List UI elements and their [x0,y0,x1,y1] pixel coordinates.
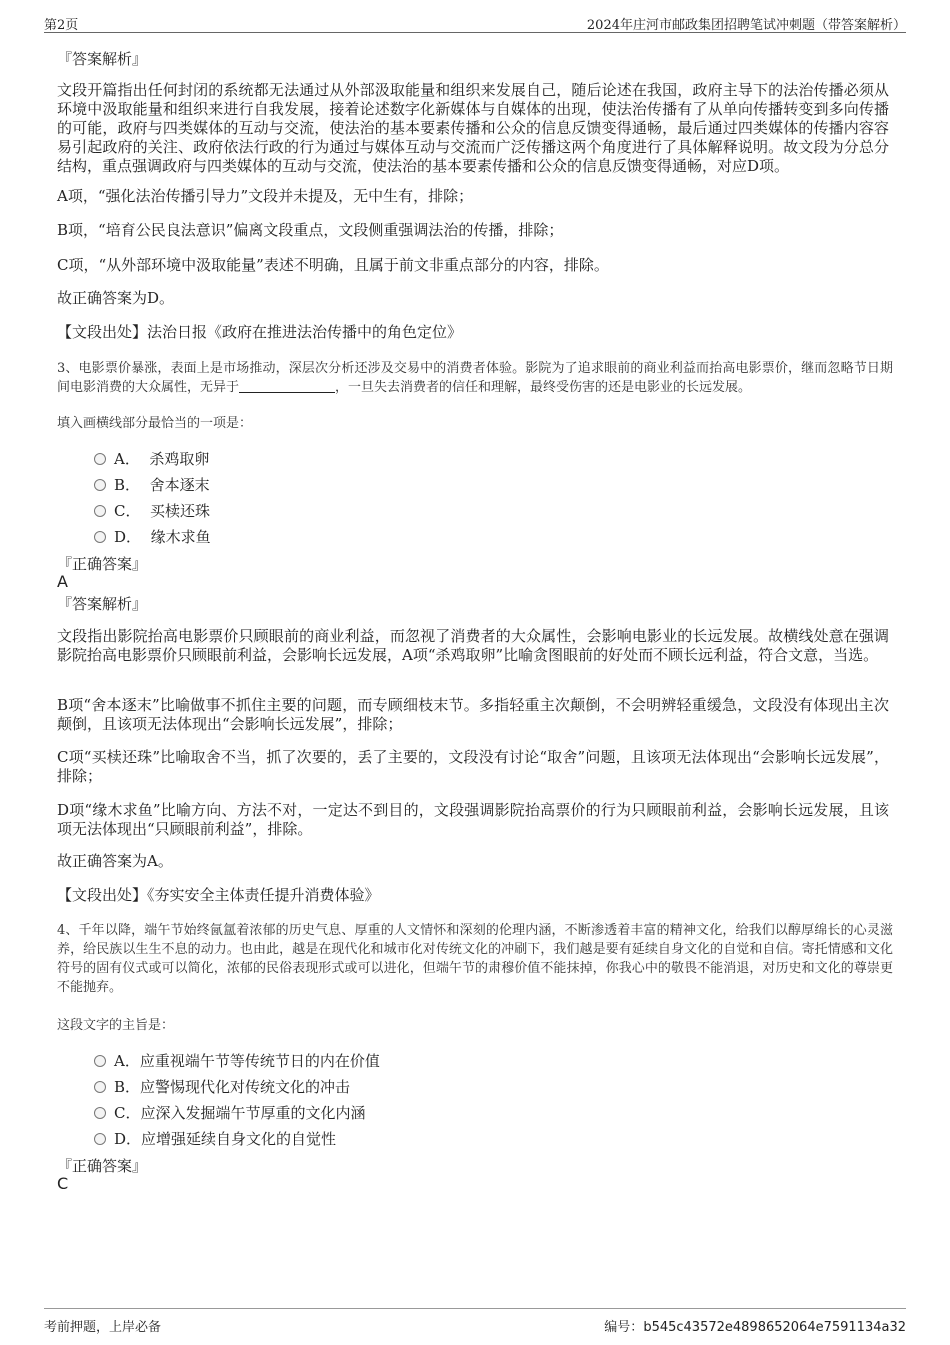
page-number: 第2页 [44,18,79,33]
radio-icon[interactable] [94,1107,106,1119]
q2-analysis-para-c: C项，“从外部环境中汲取能量”表述不明确，且属于前文非重点部分的内容，排除。 [57,256,609,274]
q4-correct-answer: C [57,1174,69,1193]
q3-analysis-label: 『答案解析』 [57,595,148,613]
q4-prompt: 这段文字的主旨是： [57,1018,175,1033]
q4-stem: 4、千年以降，端午节始终氤氲着浓郁的历史气息、厚重的人文情怀和深刻的伦理内涵，不断渗透着丰富的精神文化，给我们以醇厚绵长的心灵滋养，给民族以生生不息的动力。也由此，越是在现代化和城市化对传统文化的冲刷下，我们越是要有延续自身文化的自觉和自信。寄托情感和文化符号的固有仪式或可以简化，浓郁的民俗表现形式或可以进化，但端午节的肃穆价值不能抹掉，你我心中的敬畏不能消退，对历史和文化的尊崇更不能抛弃。 [57,923,893,995]
q4-option-c[interactable]: C．应深入发掘端午节厚重的文化内涵 [94,1102,366,1122]
q2-source: 【文段出处】法治日报《政府在推进法治传播中的角色定位》 [57,323,463,341]
footer-slogan: 考前押题，上岸必备 [44,1320,162,1335]
q3-source: 【文段出处】《夯实安全主体责任提升消费体验》 [57,886,380,904]
q4-correct-label: 『正确答案』 [57,1157,148,1175]
q3-prompt: 填入画横线部分最恰当的一项是： [57,416,253,431]
document-title: 2024年庄河市邮政集团招聘笔试冲刺题（带答案解析） [586,18,906,33]
radio-icon[interactable] [94,1055,106,1067]
radio-icon[interactable] [94,531,106,543]
q4-option-a[interactable]: A．应重视端午节等传统节日的内在价值 [94,1050,380,1070]
q2-answer-line: 故正确答案为D。 [57,289,175,307]
q3-answer-line: 故正确答案为A。 [57,852,173,870]
q3-correct-answer: A [57,572,68,591]
q2-analysis-para-b: B项，“培育公民良法意识”偏离文段重点，文段侧重强调法治的传播，排除； [57,221,564,239]
q3-analysis-para-b: B项“舍本逐末”比喻做事不抓住主要的问题，而专顾细枝末节。多指轻重主次颠倒，不会明辨轻重缓急，文段没有体现出主次颠倒，且该项无法体现出“会影响长远发展”，排除； [57,696,889,733]
radio-icon[interactable] [94,479,106,491]
page-header [44,12,906,33]
q3-analysis-para-1: 文段指出影院抬高电影票价只顾眼前的商业利益，而忽视了消费者的大众属性，会影响电影业的长远发展。故横线处意在强调影院抬高电影票价只顾眼前利益，会影响长远发展，A项“杀鸡取卵”比喻贪图眼前的好处而不顾长远利益，符合文意，当选。 [57,627,889,664]
document-code: 编号：b545c43572e4898652064e7591134a32 [604,1320,906,1335]
q2-analysis-para-a: A项，“强化法治传播引导力”文段并未提及，无中生有，排除； [57,187,474,205]
q3-analysis-para-d: D项“缘木求鱼”比喻方向、方法不对，一定达不到目的，文段强调影院抬高票价的行为只顾眼前利益，会影响长远发展，且该项无法体现出“只顾眼前利益”，排除。 [57,801,889,838]
radio-icon[interactable] [94,1133,106,1145]
radio-icon[interactable] [94,1081,106,1093]
q3-analysis-para-c: C项“买椟还珠”比喻取舍不当，抓了次要的，丢了主要的，文段没有讨论“取舍”问题，且该项无法体现出“会影响长远发展”，排除； [57,748,889,785]
fill-blank [239,380,335,393]
q3-option-a[interactable]: A． 杀鸡取卵 [94,448,209,468]
q4-option-b[interactable]: B．应警惕现代化对传统文化的冲击 [94,1076,350,1096]
page-footer [44,1308,906,1337]
q3-correct-label: 『正确答案』 [57,555,148,573]
radio-icon[interactable] [94,505,106,517]
q3-option-d[interactable]: D． 缘木求鱼 [94,526,211,546]
q2-analysis-para-1: 文段开篇指出任何封闭的系统都无法通过从外部汲取能量和组织来发展自己，随后论述在我国，政府主导下的法治传播必须从环境中汲取能量和组织来进行自我发展，接着论述数字化新媒体与自媒体的出现，使法治传播有了从单向传播转变到多向传播的可能，政府与四类媒体的互动与交流，使法治的基本要素传播和公众的信息反馈变得通畅，最后通过四类媒体的传播内容容易引起政府的关注、政府依法行政的行为通过与媒体互动与交流而广泛传播这两个角度进行了具体解释说明。故文段为分总分结构，重点强调政府与四类媒体的互动与交流，使法治的基本要素传播和公众的信息反馈变得通畅，对应D项。 [57,81,889,175]
q2-analysis-label: 『答案解析』 [57,50,148,68]
q3-stem: 3、电影票价暴涨，表面上是市场推动，深层次分析还涉及交易中的消费者体验。影院为了追求眼前的商业利益而抬高电影票价，继而忽略节日期间电影消费的大众属性，无异于 ，一旦失去消费者的信任和理解，最终受伤害的还是电影业的长远发展。 [57,361,893,395]
q3-option-c[interactable]: C． 买椟还珠 [94,500,210,520]
q4-option-d[interactable]: D．应增强延续自身文化的自觉性 [94,1128,336,1148]
radio-icon[interactable] [94,453,106,465]
q3-option-b[interactable]: B． 舍本逐末 [94,474,210,494]
